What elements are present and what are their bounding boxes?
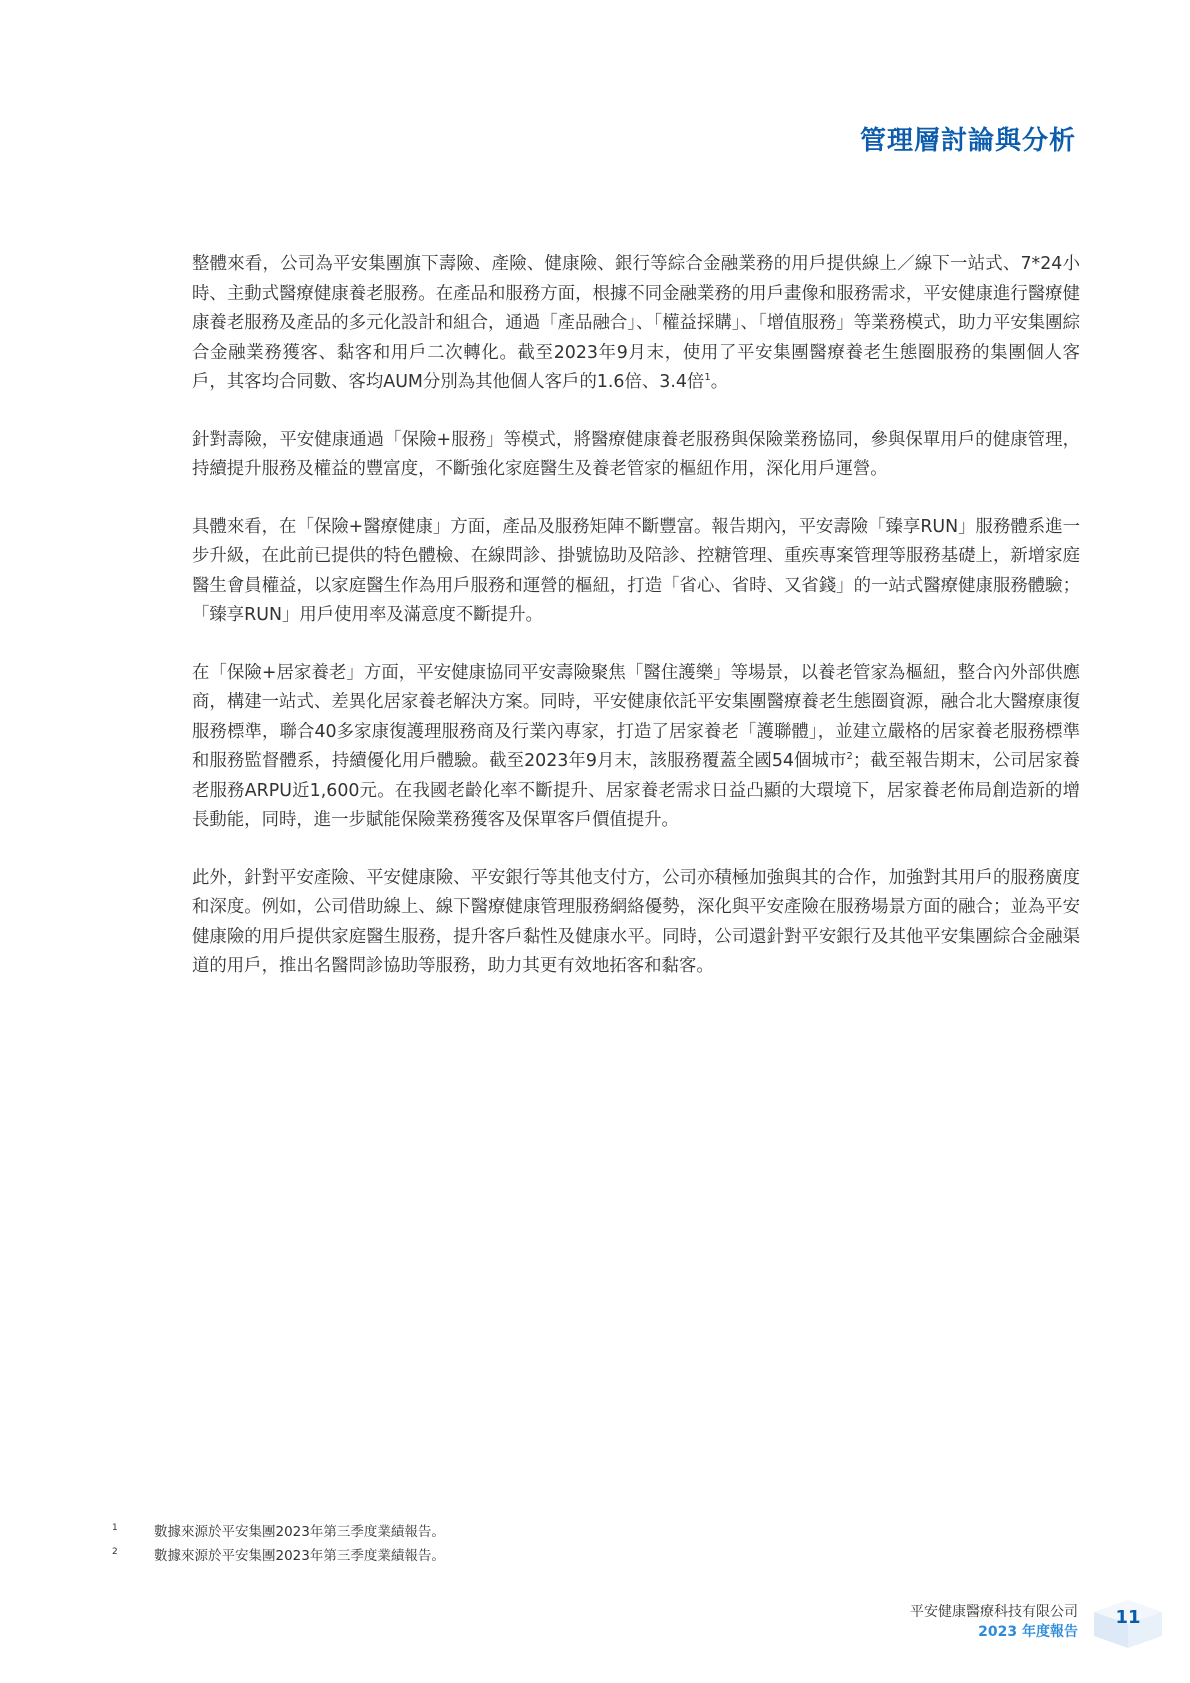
footnote-ref-1[interactable]: 1 bbox=[704, 372, 711, 384]
paragraph-other-payers: 此外，針對平安產險、平安健康險、平安銀行等其他支付方，公司亦積極加強與其的合作，加強對其用戶的服務廣度和深度。例如，公司借助線上、線下醫療健康管理服務網絡優勢，深化與平安產險在服務場景方面的融合；並為平安健康險的用戶提供家庭醫生服務，提升客戶黏性及健康水平。同時，公司還針對平安銀行及其他平安集團綜合金融渠道的用戶，推出名醫問診協助等服務，助力其更有效地拓客和黏客。 bbox=[192, 867, 1080, 976]
footnote-number: 2 bbox=[112, 1547, 118, 1557]
footnotes bbox=[112, 1520, 812, 1568]
page-number-badge bbox=[1092, 1598, 1164, 1650]
paragraph-overview: 整體來看，公司為平安集團旗下壽險、產險、健康險、銀行等綜合金融業務的用戶提供線上／線下一站式、7*24小時、主動式醫療健康養老服務。在產品和服務方面，根據不同金融業務的用戶畫像和服務需求，平安健康進行醫療健康養老服務及產品的多元化設計和組合，通過「產品融合」、「權益採購」、「增值服務」等業務模式，助力平安集團綜合金融業務獲客、黏客和用戶二次轉化。截至2023年9月末，使用了平安集團醫療養老生態圈服務的集團個人客戶，其客均合同數、客均AUM分別為其他個人客戶的1.6倍、3.4倍$^1$。 bbox=[192, 254, 1080, 392]
footnote-item bbox=[112, 1544, 812, 1568]
footnote-ref-2[interactable]: 2 bbox=[846, 751, 853, 763]
paragraph-insurance-healthcare: 具體來看，在「保險+醫療健康」方面，產品及服務矩陣不斷豐富。報告期內，平安壽險「臻享RUN」服務體系進一步升級，在此前已提供的特色體檢、在線問診、掛號協助及陪診、控糖管理、重疾專案管理等服務基礎上，新增家庭醫生會員權益，以家庭醫生作為用戶服務和運營的樞紐，打造「省心、省時、又省錢」的一站式醫療健康服務體驗；「臻享RUN」用戶使用率及滿意度不斷提升。 bbox=[192, 516, 1080, 625]
paragraph-life-insurance: 針對壽險，平安健康通過「保險+服務」等模式，將醫療健康養老服務與保險業務協同，參與保單用戶的健康管理，持續提升服務及權益的豐富度，不斷強化家庭醫生及養老管家的樞紐作用，深化用戶運營。 bbox=[192, 429, 1080, 479]
footnote-text: 數據來源於平安集團2023年第三季度業績報告。 bbox=[154, 1524, 445, 1540]
paragraph-home-elderly-care: 在「保險+居家養老」方面，平安健康協同平安壽險聚焦「醫住護樂」等場景，以養老管家為樞紐，整合內外部供應商，構建一站式、差異化居家養老解決方案。同時，平安健康依託平安集團醫療養老生態圈資源，融合北大醫療康復服務標準，聯合40多家康復護理服務商及行業內專家，打造了居家養老「護聯體」，並建立嚴格的居家養老服務標準和服務監督體系，持續優化用戶體驗。截至2023年9月末，該服務覆蓋全國54個城市$^2$；截至報告期末，公司居家養老服務ARPU近1,600元。在我國老齡化率不斷提升、居家養老需求日益凸顯的大環境下，居家養老佈局創造新的增長動能，同時，進一步賦能保險業務獲客及保單客戶價值提升。 bbox=[192, 662, 1080, 830]
company-name: 平安健康醫療科技有限公司 bbox=[910, 1604, 1078, 1620]
page-number: 11 bbox=[1115, 1607, 1141, 1628]
footnote-text: 數據來源於平安集團2023年第三季度業績報告。 bbox=[154, 1548, 445, 1564]
section-title: 管理層討論與分析 bbox=[859, 126, 1076, 156]
main-body bbox=[192, 250, 1080, 1010]
report-label: 2023 年度報告 bbox=[978, 1624, 1078, 1640]
page-footer bbox=[910, 1602, 1078, 1642]
footnote-item bbox=[112, 1520, 812, 1544]
footnote-number: 1 bbox=[112, 1523, 118, 1533]
